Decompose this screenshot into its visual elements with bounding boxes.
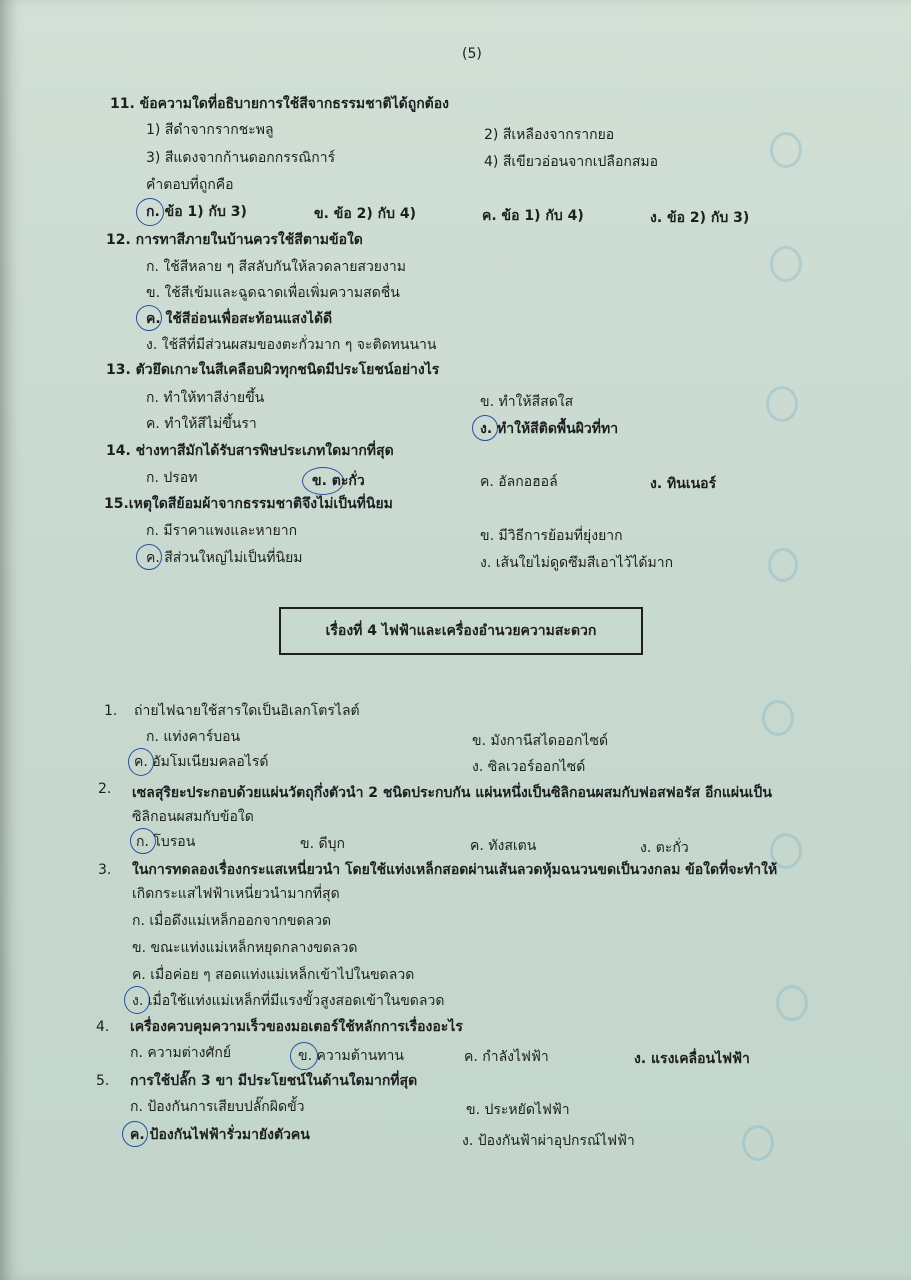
s2-option-5-c: ค. ป้องกันไฟฟ้ารั่วมายังตัวคน [130,1127,310,1143]
option-14-b: ข. ตะกั่ว [312,473,365,489]
s2-option-4-b: ข. ความต้านทาน [298,1048,404,1064]
s2-option-1-d: ง. ซิลเวอร์ออกไซด์ [472,759,586,775]
s2-option-2-b: ข. ดีบุก [300,836,345,852]
option-14-a: ก. ปรอท [146,470,198,486]
choice-11-d: ง. ข้อ 2) กับ 3) [650,210,750,226]
option-13-d: ง. ทำให้สีติดพื้นผิวที่ทา [480,421,619,437]
option-14-d: ง. ทินเนอร์ [650,476,717,492]
s2-option-4-a: ก. ความต่างศักย์ [130,1045,232,1061]
option-15-b: ข. มีวิธีการย้อมที่ยุ่งยาก [480,528,623,544]
s2-option-2-d: ง. ตะกั่ว [640,840,689,856]
choice-11-a: ก. ข้อ 1) กับ 3) [146,204,247,220]
bleed-mark [768,548,798,582]
s2-option-3-d: ง. เมื่อใช้แท่งแม่เหล็กที่มีแรงขั้วสูงสอดเข้าในขดลวด [132,993,445,1009]
section-title-box [279,607,643,655]
option-15-c: ค. สีส่วนใหญ่ไม่เป็นที่นิยม [146,550,303,566]
option-13-a: ก. ทำให้ทาสีง่ายขึ้น [146,390,265,406]
option-12-b: ข. ใช้สีเข้มและฉูดฉาดเพื่อเพิ่มความสดชื่น [146,285,400,301]
s2-option-2-c: ค. ทังสเตน [470,838,537,854]
section-title: เรื่องที่ 4 ไฟฟ้าและเครื่องอำนวยความสะดวก [325,623,597,639]
bleed-mark [770,246,802,282]
s2-question-2-cont: ซิลิกอนผสมกับข้อใด [132,809,254,825]
s2-option-3-a: ก. เมื่อดึงแม่เหล็กออกจากขดลวด [132,913,332,929]
option-14-c: ค. อัลกอฮอล์ [480,474,558,490]
bleed-mark [742,1125,774,1161]
s2-question-5: การใช้ปลั๊ก 3 ขา มีประโยชน์ในด้านใดมากที่สุด [130,1073,418,1089]
option-12-c: ค. ใช้สีอ่อนเพื่อสะท้อนแสงได้ดี [146,311,333,327]
option-13-b: ข. ทำให้สีสดใส [480,394,574,410]
s2-option-1-c: ค. อัมโมเนียมคลอไรด์ [134,754,269,770]
s2-question-2: เซลสุริยะประกอบด้วยแผ่นวัตถุกึ่งตัวนำ 2 ชนิดประกบกัน แผ่นหนึ่งเป็นซิลิกอนผสมกับฟอสฟอรัส อีกแผ่นเป็น [132,785,772,801]
question-11: 11. ข้อความใดที่อธิบายการใช้สีจากธรรมชาติได้ถูกต้อง [110,96,450,112]
option-11-3: 3) สีแดงจากก้านดอกกรรณิการ์ [146,150,336,166]
question-13: 13. ตัวยึดเกาะในสีเคลือบผิวทุกชนิดมีประโยชน์อย่างไร [106,362,440,378]
s2-option-2-a: ก. โบรอน [136,834,196,850]
choice-11-b: ข. ข้อ 2) กับ 4) [314,206,417,222]
choice-11-c: ค. ข้อ 1) กับ 4) [482,208,584,224]
option-12-d: ง. ใช้สีที่มีส่วนผสมของตะกั่วมาก ๆ จะติดทนนาน [146,337,437,353]
bleed-mark [762,700,794,736]
s2-option-5-d: ง. ป้องกันฟ้าผ่าอุปกรณ์ไฟฟ้า [462,1133,635,1149]
s2-option-5-a: ก. ป้องกันการเสียบปลั๊กผิดขั้ว [130,1099,305,1115]
option-11-2: 2) สีเหลืองจากรากยอ [484,127,615,143]
option-11-1: 1) สีดำจากรากชะพลู [146,122,274,138]
s2-option-3-c: ค. เมื่อค่อย ๆ สอดแท่งแม่เหล็กเข้าไปในขดลวด [132,967,415,983]
page-number: (5) [462,46,482,62]
s2-question-number-5: 5. [96,1073,110,1089]
s2-question-number-3: 3. [98,862,112,878]
option-11-4: 4) สีเขียวอ่อนจากเปลือกสมอ [484,154,659,170]
option-15-a: ก. มีราคาแพงและหายาก [146,523,298,539]
s2-option-3-b: ข. ขณะแท่งแม่เหล็กหยุดกลางขดลวด [132,940,358,956]
question-15: 15.เหตุใดสีย้อมผ้าจากธรรมชาติจึงไม่เป็นที่นิยม [104,496,393,512]
s2-question-4: เครื่องควบคุมความเร็วของมอเตอร์ใช้หลักการเรื่องอะไร [130,1019,463,1035]
answer-label-11: คำตอบที่ถูกคือ [146,177,234,193]
s2-question-number-1: 1. [104,703,118,719]
s2-option-1-a: ก. แท่งคาร์บอน [146,729,241,745]
bleed-mark [770,132,802,168]
s2-option-1-b: ข. มังกานีสไดออกไซด์ [472,733,609,749]
option-12-a: ก. ใช้สีหลาย ๆ สีสลับกันให้ลวดลายสวยงาม [146,259,406,275]
question-14: 14. ช่างทาสีมักได้รับสารพิษประเภทใดมากที่สุด [106,443,394,459]
s2-question-1: ถ่ายไฟฉายใช้สารใดเป็นอิเลกโตรไลต์ [134,703,360,719]
s2-option-4-d: ง. แรงเคลื่อนไฟฟ้า [634,1051,750,1067]
s2-question-3-cont: เกิดกระแสไฟฟ้าเหนี่ยวนำมากที่สุด [132,886,340,902]
s2-option-5-b: ข. ประหยัดไฟฟ้า [466,1102,570,1118]
option-13-c: ค. ทำให้สีไม่ขึ้นรา [146,416,257,432]
bleed-mark [766,386,798,422]
option-15-d: ง. เส้นใยไม่ดูดซึมสีเอาไว้ได้มาก [480,555,674,571]
s2-question-number-2: 2. [98,781,112,797]
s2-option-4-c: ค. กำลังไฟฟ้า [464,1049,549,1065]
s2-question-number-4: 4. [96,1019,110,1035]
s2-question-3: ในการทดลองเรื่องกระแสเหนี่ยวนำ โดยใช้แท่งเหล็กสอดผ่านเส้นลวดหุ้มฉนวนขดเป็นวงกลม ข้อใดที่จะทำให้ [132,862,778,878]
question-12: 12. การทาสีภายในบ้านควรใช้สีตามข้อใด [106,232,363,248]
bleed-mark [776,985,808,1021]
